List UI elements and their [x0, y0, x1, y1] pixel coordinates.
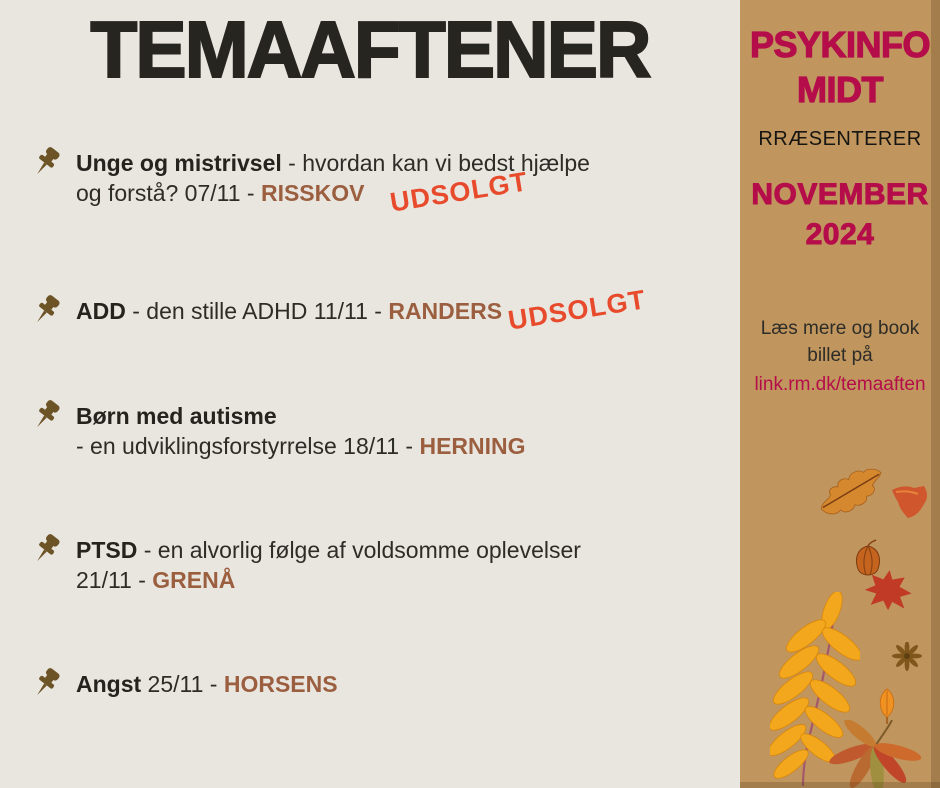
- cta-line1: Læs mere og book: [760, 318, 920, 339]
- event-title: Unge og mistrivsel: [76, 150, 282, 176]
- oak-leaf-image: [816, 466, 890, 524]
- right-edge-shade: [931, 0, 940, 788]
- month-year: [740, 175, 940, 255]
- event-text: [76, 401, 526, 461]
- pushpin-icon: [28, 144, 64, 180]
- event-location: HORSENS: [223, 671, 338, 697]
- bottom-edge-shade: [740, 782, 940, 788]
- event-date: 21/11 -: [76, 567, 153, 593]
- event-description: - hvordan kan vi bedst hjælpe: [281, 150, 590, 176]
- event-description: - den stille ADHD 11/11 -: [125, 298, 389, 324]
- event-text: [76, 296, 502, 326]
- year-label: 2024: [805, 218, 875, 251]
- pushpin-icon: [28, 665, 64, 701]
- event-date: 25/11 -: [141, 671, 224, 697]
- event-description: - en alvorlig følge af voldsomme oplevelser: [137, 537, 581, 563]
- brand-name: [740, 22, 940, 112]
- event-item-unge-og-mistrivsel: [28, 148, 688, 208]
- event-item-angst: [28, 669, 688, 701]
- event-title: PTSD: [76, 537, 138, 563]
- creeper-leaf-image: [812, 720, 938, 788]
- event-item-boern-med-autisme: [28, 401, 688, 461]
- event-location: HERNING: [419, 433, 526, 459]
- event-location: GRENÅ: [152, 567, 236, 593]
- maple-leaf-image: [860, 568, 914, 610]
- event-title: ADD: [76, 298, 126, 324]
- pushpin-icon: [28, 397, 64, 433]
- event-date: - en udviklingsforstyrrelse 18/11 -: [76, 433, 420, 459]
- event-date: og forstå? 07/11 -: [76, 180, 261, 206]
- presents-label: RRÆSENTERER: [758, 128, 922, 150]
- event-text: [76, 669, 338, 699]
- event-location: RANDERS: [388, 298, 503, 324]
- pushpin-icon: [28, 531, 64, 567]
- booking-link[interactable]: link.rm.dk/temaaften: [754, 374, 926, 395]
- event-title: Angst: [76, 671, 142, 697]
- star-anise-image: [890, 642, 924, 672]
- event-text: [76, 535, 581, 595]
- soldout-stamp: UDSOLGT: [388, 166, 530, 218]
- brand-line1: PSYKINFO: [749, 24, 931, 65]
- event-location: RISSKOV: [260, 180, 365, 206]
- poster-title: TEMAAFTENER: [90, 5, 650, 94]
- brand-line2: MIDT: [797, 69, 883, 110]
- cta-text: [740, 315, 940, 369]
- red-leaf-fragment-image: [890, 484, 932, 520]
- event-title: Børn med autisme: [76, 403, 277, 429]
- cta-line2: billet på: [807, 345, 873, 366]
- soldout-stamp: UDSOLGT: [506, 284, 648, 336]
- month-label: NOVEMBER: [751, 178, 929, 211]
- event-item-ptsd: [28, 535, 688, 595]
- pushpin-icon: [28, 292, 64, 328]
